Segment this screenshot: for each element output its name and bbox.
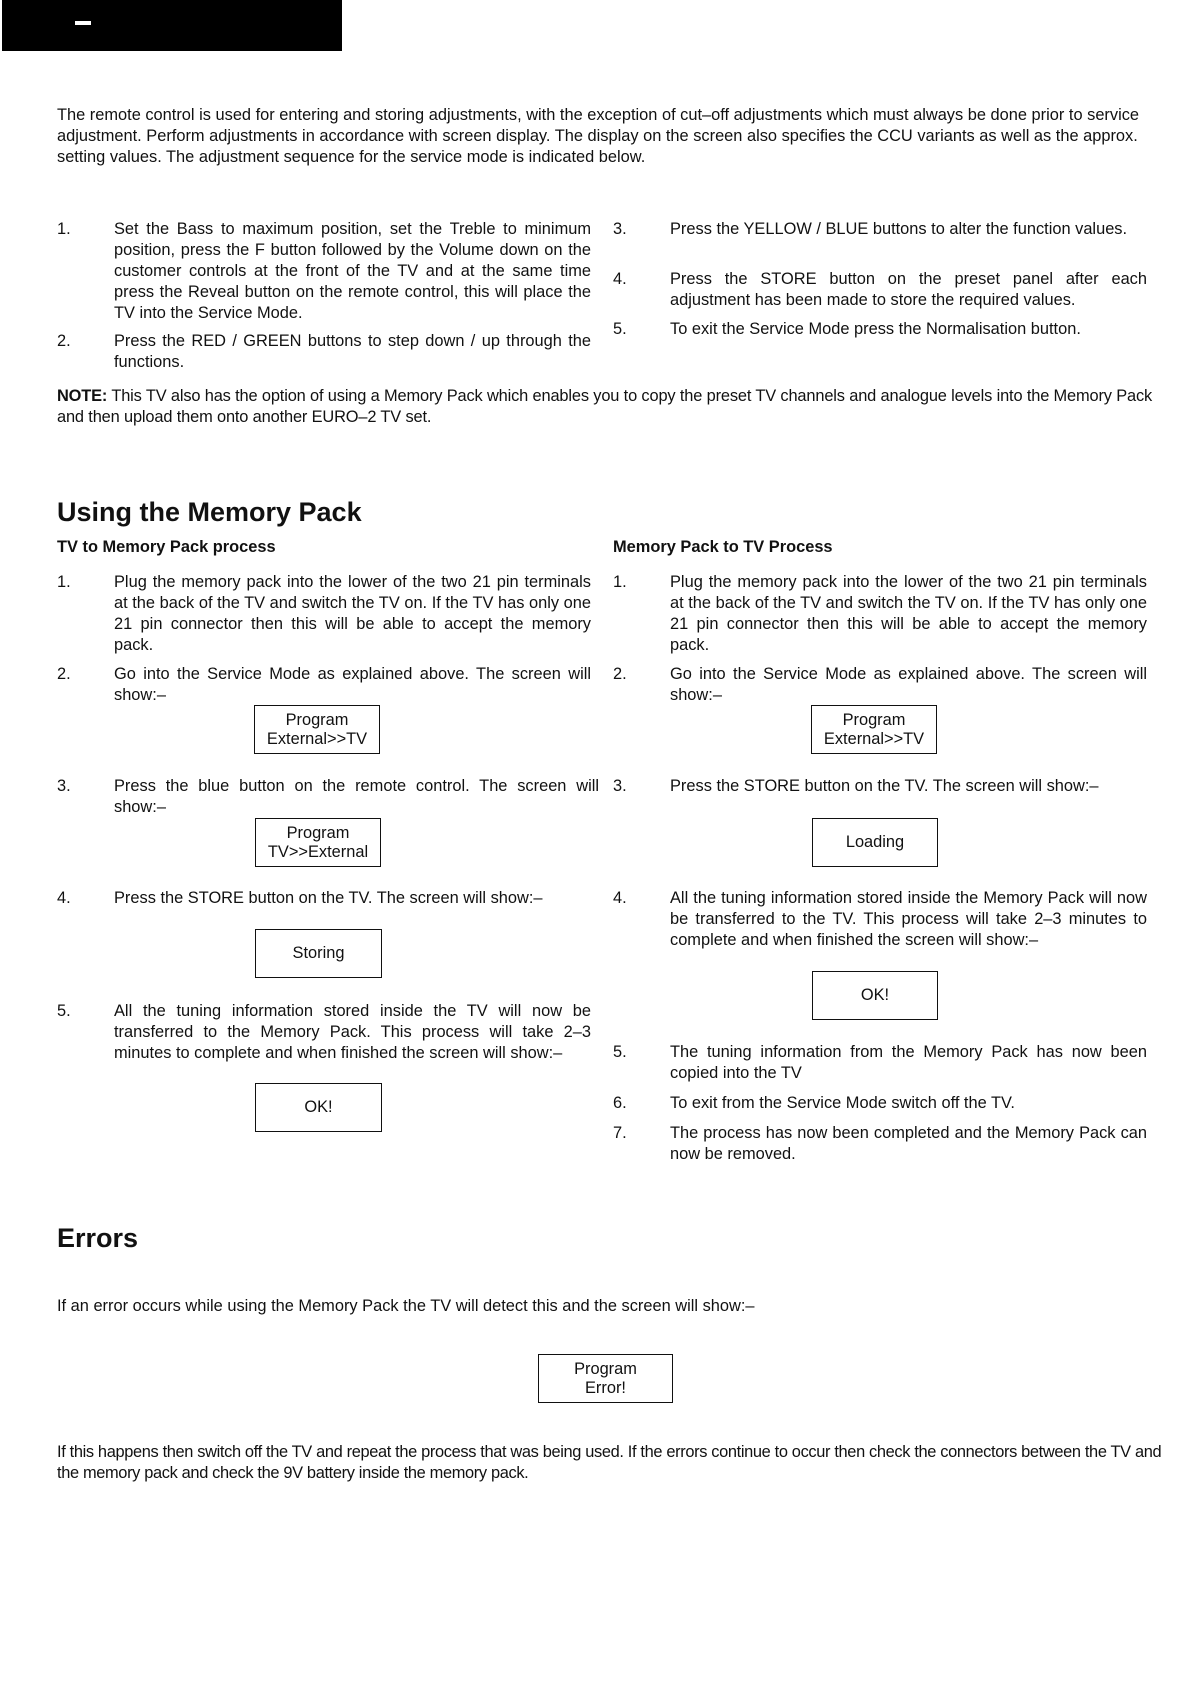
- step-text: Plug the memory pack into the lower of the two 21 pin terminals at the back of the TV and switch the TV on. If the TV has only one 21 pin connector then this will be able to accept the memory pack.: [670, 573, 1147, 654]
- screen-line: Program: [285, 710, 349, 729]
- step-text: Go into the Service Mode as explained above. The screen will show:–: [114, 665, 591, 704]
- step-number: 6.: [613, 1094, 627, 1112]
- step-number: 2.: [57, 332, 71, 350]
- screen-line: Loading: [845, 833, 905, 851]
- subsection-title-tv-to-pack: TV to Memory Pack process: [57, 538, 276, 556]
- step-number: 3.: [613, 220, 627, 238]
- step-number: 1.: [613, 573, 627, 591]
- errors-resolution-paragraph: If this happens then switch off the TV and repeat the process that was being used. If the errors continue to occur then check the connectors between the TV and the memory pack and check the 9V battery inside the memory pack.: [57, 1443, 1162, 1482]
- header-dash-mark: [75, 21, 91, 25]
- intro-paragraph: The remote control is used for entering and storing adjustments, with the exception of cut–off adjustments which must always be done prior to service adjustment. Perform adjustments in accordance with screen display. The display on the screen also specifies the CCU variants as well as the approx. setting values. The adjustment sequence for the service mode is indicated below.: [57, 106, 1140, 166]
- header-bar: [2, 0, 342, 51]
- section-title-errors: Errors: [57, 1223, 139, 1253]
- step-number: 2.: [613, 665, 627, 683]
- screen-line: OK!: [304, 1098, 333, 1116]
- step-number: 5.: [57, 1002, 71, 1020]
- note-text: This TV also has the option of using a Memory Pack which enables you to copy the preset TV channels and analogue levels into the Memory Pack and then upload them onto another EURO–2 TV set.: [57, 387, 1153, 426]
- step-number: 1.: [57, 573, 71, 591]
- screen-line: Storing: [292, 944, 345, 962]
- tv-screen-display: [255, 1083, 382, 1132]
- note-paragraph: [57, 386, 1177, 428]
- step-text: Press the STORE button on the TV. The screen will show:–: [670, 777, 1099, 795]
- screen-line: TV>>External: [267, 842, 369, 861]
- tv-screen-display: [255, 929, 382, 978]
- section-title-memory-pack: Using the Memory Pack: [57, 497, 362, 527]
- screen-line: Program: [286, 823, 350, 842]
- step-text: Set the Bass to maximum position, set the Treble to minimum position, press the F button followed by the Volume down on the customer controls at the front of the TV and at the same time press the Reveal button on the remote control, this will place the TV into the Service Mode.: [114, 220, 591, 322]
- screen-line: OK!: [860, 986, 890, 1004]
- tv-screen-display: [254, 705, 380, 754]
- step-number: 1.: [57, 220, 71, 238]
- screen-line: Program: [842, 710, 906, 729]
- step-text: To exit the Service Mode press the Normalisation button.: [670, 320, 1081, 338]
- step-number: 3.: [57, 777, 71, 795]
- screen-line: Program: [574, 1359, 637, 1378]
- step-text: Plug the memory pack into the lower of the two 21 pin terminals at the back of the TV and switch the TV on. If the TV has only one 21 pin connector then this will be able to accept the memory pack.: [114, 573, 591, 654]
- step-text: All the tuning information stored inside the TV will now be transferred to the Memory Pack. This process will take 2–3 minutes to complete and when finished the screen will show:–: [114, 1002, 591, 1062]
- step-text: Press the STORE button on the TV. The screen will show:–: [114, 889, 543, 907]
- screen-line: External>>TV: [266, 729, 368, 748]
- step-number: 4.: [613, 270, 627, 288]
- step-number: 7.: [613, 1124, 627, 1142]
- step-text: Press the YELLOW / BLUE buttons to alter the function values.: [670, 220, 1128, 238]
- screen-line: Error!: [585, 1378, 626, 1397]
- note-label: NOTE:: [57, 387, 108, 405]
- tv-screen-display: [812, 971, 938, 1020]
- tv-screen-display: [812, 818, 938, 867]
- step-text: Press the blue button on the remote control. The screen will show:–: [114, 777, 599, 816]
- step-text: Press the STORE button on the preset panel after each adjustment has been made to store the required values.: [670, 270, 1147, 309]
- step-number: 5.: [613, 1043, 627, 1061]
- step-number: 4.: [57, 889, 71, 907]
- step-number: 3.: [613, 777, 627, 795]
- step-text: The tuning information from the Memory Pack has now been copied into the TV: [670, 1043, 1147, 1082]
- errors-paragraph: If an error occurs while using the Memory Pack the TV will detect this and the screen will show:–: [57, 1297, 755, 1315]
- tv-screen-error-display: [538, 1354, 673, 1403]
- step-number: 4.: [613, 889, 627, 907]
- step-text: All the tuning information stored inside the Memory Pack will now be transferred to the TV. This process will take 2–3 minutes to complete and when finished the screen will show:–: [670, 889, 1147, 949]
- step-text: Press the RED / GREEN buttons to step down / up through the functions.: [114, 332, 591, 371]
- step-text: To exit from the Service Mode switch off the TV.: [670, 1094, 1015, 1112]
- step-text: Go into the Service Mode as explained above. The screen will show:–: [670, 665, 1147, 704]
- step-text: The process has now been completed and the Memory Pack can now be removed.: [670, 1124, 1147, 1163]
- step-number: 2.: [57, 665, 71, 683]
- tv-screen-display: [811, 705, 937, 754]
- step-number: 5.: [613, 320, 627, 338]
- tv-screen-display: [255, 818, 381, 867]
- screen-line: External>>TV: [823, 729, 925, 748]
- subsection-title-pack-to-tv: Memory Pack to TV Process: [613, 538, 833, 556]
